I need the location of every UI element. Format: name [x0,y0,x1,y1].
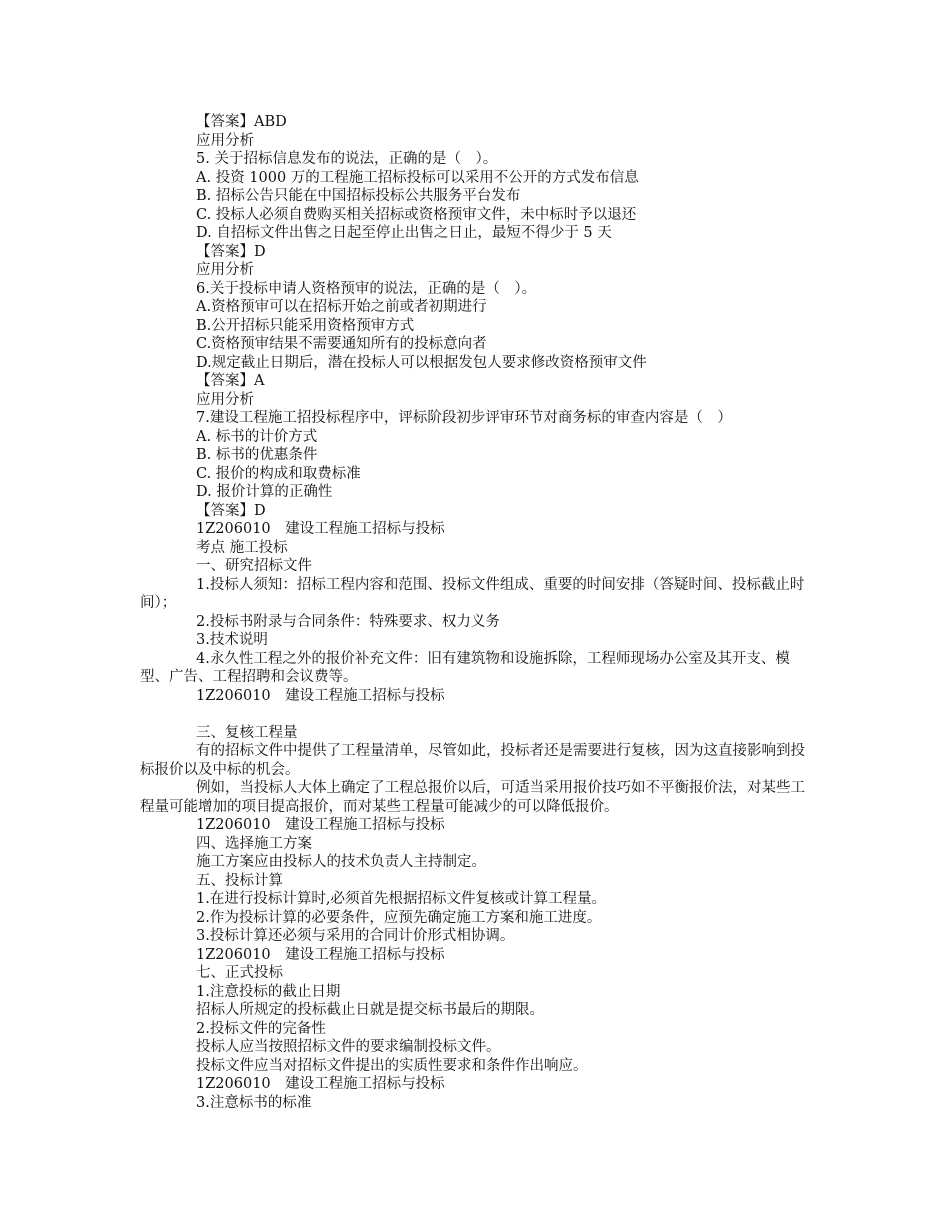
text-line: A. 标书的计价方式 [196,428,318,445]
text-line: 1Z206010 建设工程施工招标与投标 [196,817,445,833]
text-paragraph: 4.永久性工程之外的报价补充文件：旧有建筑物和设施拆除，工程师现场办公室及其开支、模型、广告、工程招聘和会议费等。 [140,650,790,685]
text-line: 应用分析 [196,132,254,149]
text-line: B. 标书的优惠条件 [196,447,318,463]
text-paragraph: 例如，当投标人大体上确定了工程总报价以后，可适当采用报价技巧如不平衡报价法，对某些工程量可能增加的项目提高报价，而对某些工程量可能减少的可以降低报价。 [140,780,805,815]
text-line: 【答案】D [196,243,266,260]
text-line: 【答案】ABD [196,114,287,130]
text-line: A.资格预审可以在招标开始之前或者初期进行 [196,299,487,315]
text-line: 1Z206010 建设工程施工招标与投标 [196,521,445,537]
text-line: 投标人应当按照招标文件的要求编制投标文件。 [196,1039,501,1055]
text-line: 三、复核工程量 [196,724,298,741]
text-line: 投标文件应当对招标文件提出的实质性要求和条件作出响应。 [196,1057,588,1074]
text-line: 1.在进行投标计算时,必须首先根据招标文件复核或计算工程量。 [196,891,606,907]
text-line: A. 投资 1000 万的工程施工招标投标可以采用不公开的方式发布信息 [196,169,639,186]
text-line: 2.作为投标计算的必要条件，应预先确定施工方案和施工进度。 [196,909,602,926]
text-line: D. 报价计算的正确性 [196,484,333,500]
text-line: 七、正式投标 [196,965,283,981]
text-line: 1Z206010 建设工程施工招标与投标 [196,687,445,704]
text-line: D.规定截止日期后，潜在投标人可以根据发包人要求修改资格预审文件 [196,354,647,371]
text-line: 应用分析 [196,262,254,278]
text-line: 7.建设工程施工招投标程序中，评标阶段初步评审环节对商务标的审查内容是（ ） [196,410,732,426]
text-line: 5. 关于招标信息发布的说法，正确的是（ ）。 [196,151,498,167]
text-line: C. 投标人必须自费购买相关招标或资格预审文件，未中标时予以退还 [196,206,637,223]
text-line: 1Z206010 建设工程施工招标与投标 [196,1076,445,1092]
document-page [140,113,810,1112]
text-paragraph: 1.投标人须知：招标工程内容和范围、投标文件组成、重要的时间安排（答疑时间、投标截止时间）； [140,576,805,611]
text-line: 6.关于投标申请人资格预审的说法，正确的是（ ）。 [196,280,537,297]
text-line: 施工方案应由投标人的技术负责人主持制定。 [196,854,486,870]
text-line: 1Z206010 建设工程施工招标与投标 [196,946,445,963]
text-line: 应用分析 [196,391,254,408]
text-line: 四、选择施工方案 [196,835,312,852]
text-line: B. 招标公告只能在中国招标投标公共服务平台发布 [196,188,521,204]
text-line: 2.投标文件的完备性 [196,1020,326,1037]
text-line: C.资格预审结果不需要通知所有的投标意向者 [196,336,487,352]
text-line: 3.注意标书的标准 [196,1094,312,1111]
text-line: 1.注意投标的截止日期 [196,983,341,1000]
text-line: 3.技术说明 [196,632,268,648]
text-paragraph: 有的招标文件中提供了工程量清单，尽管如此，投标者还是需要进行复核，因为这直接影响到投标报价以及中标的机会。 [140,743,805,778]
text-line: 【答案】A [196,373,265,389]
text-line: 考点 施工投标 [196,539,288,556]
text-line: C. 报价的构成和取费标准 [196,465,361,482]
text-line: B.公开招标只能采用资格预审方式 [196,317,415,334]
text-line: 五、投标计算 [196,872,283,889]
text-line: 一、研究招标文件 [196,558,312,574]
text-line: 招标人所规定的投标截止日就是提交标书最后的期限。 [196,1002,544,1018]
text-line: D. 自招标文件出售之日起至停止出售之日止，最短不得少于 5 天 [196,225,612,241]
text-line: 3.投标计算还必须与采用的合同计价形式相协调。 [196,928,515,944]
blank-line [140,705,810,724]
text-line: 2.投标书附录与合同条件：特殊要求、权力义务 [196,613,500,630]
text-line: 【答案】D [196,502,266,519]
